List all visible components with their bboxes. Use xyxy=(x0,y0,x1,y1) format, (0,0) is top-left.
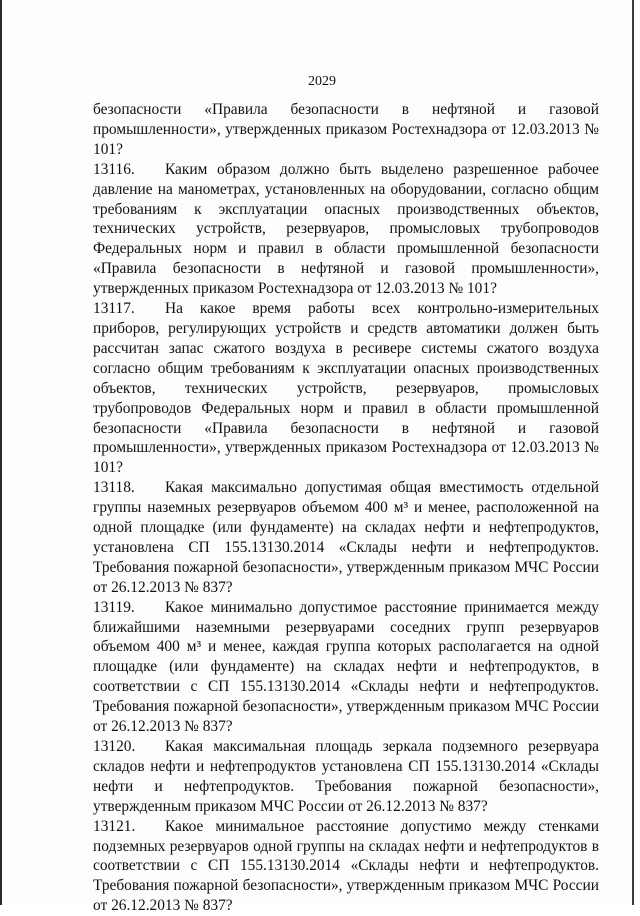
question-text: Какая максимально допустимая общая вместимость отдельной группы наземных резервуаров объемом 400 м³ и менее, расположенной на одной площадке (или фундаменте) на складах нефти и нефтепродуктов, установлена СП 155.13130.2014 «Склады нефти и нефтепродуктов. Требования пожарной безопасности», утвержденным приказом МЧС России от 26.12.2013 № 837? xyxy=(93,479,599,596)
question-number: 13120. xyxy=(93,738,136,755)
question-text: Какая максимальная площадь зеркала подземного резервуара складов нефти и нефтепродуктов установлена СП 155.13130.2014 «Склады нефти и нефтепродуктов. Требования пожарной безопасности», утвержденным приказом МЧС России от 26.12.2013 № 837? xyxy=(93,738,599,815)
page-content xyxy=(93,100,599,916)
question-text: Какое минимальное расстояние допустимо между стенками подземных резервуаров одной группы на складах нефти и нефтепродуктов в соответствии с СП 155.13130.2014 «Склады нефти и нефтепродуктов. Требования пожарной безопасности», утвержденным приказом МЧС России от 26.12.2013 № 837? xyxy=(93,817,599,915)
question-text: На какое время работы всех контрольно-измерительных приборов, регулирующих устройств и средств автоматики должен быть рассчитан запас сжатого воздуха в ресивере системы сжатого воздуха согласно общим требованиям к эксплуатации опасных производственных объектов, технических устройств, резервуаров, промысловых трубопроводов Федеральных норм и правил в области промышленной безопасности «Правила безопасности в нефтяной и газовой промышленности», утвержденных приказом Ростехнадзора от 12.03.2013 № 101? xyxy=(93,300,599,477)
question-text: Каким образом должно быть выделено разрешенное рабочее давление на манометрах, установленных на оборудовании, согласно общим требованиям к эксплуатации опасных производственных объектов, технических устройств, резервуаров, промысловых трубопроводов Федеральных норм и правил в области промышленной безопасности «Правила безопасности в нефтяной и газовой промышленности», утвержденных приказом Ростехнадзора от 12.03.2013 № 101? xyxy=(93,160,599,298)
question-13120 xyxy=(93,737,599,817)
intro-paragraph: безопасности «Правила безопасности в нефтяной и газовой промышленности», утвержденных приказом Ростехнадзора от 12.03.2013 № 101? xyxy=(93,101,599,158)
question-number: 13117. xyxy=(93,300,135,318)
question-number: 13121. xyxy=(93,817,136,835)
question-13117 xyxy=(93,299,599,478)
question-13116 xyxy=(93,160,599,299)
question-13121 xyxy=(93,817,599,916)
question-13118 xyxy=(93,478,599,597)
scan-edge xyxy=(632,0,634,905)
question-text: Какое минимально допустимое расстояние принимается между ближайшими наземными резервуарами соседних групп резервуаров объемом 400 м³ и менее, каждая группа которых располагается на одной площадке (или фундаменте) на складах нефти и нефтепродуктов, в соответствии с СП 155.13130.2014 «Склады нефти и нефтепродуктов. Требования пожарной безопасности», утвержденным приказом МЧС России от 26.12.2013 № 837? xyxy=(93,598,599,736)
page-number: 2029 xyxy=(308,74,336,89)
question-number: 13116. xyxy=(93,160,135,178)
question-number: 13119. xyxy=(93,598,135,616)
question-13119 xyxy=(93,598,599,737)
question-number: 13118. xyxy=(93,479,135,497)
